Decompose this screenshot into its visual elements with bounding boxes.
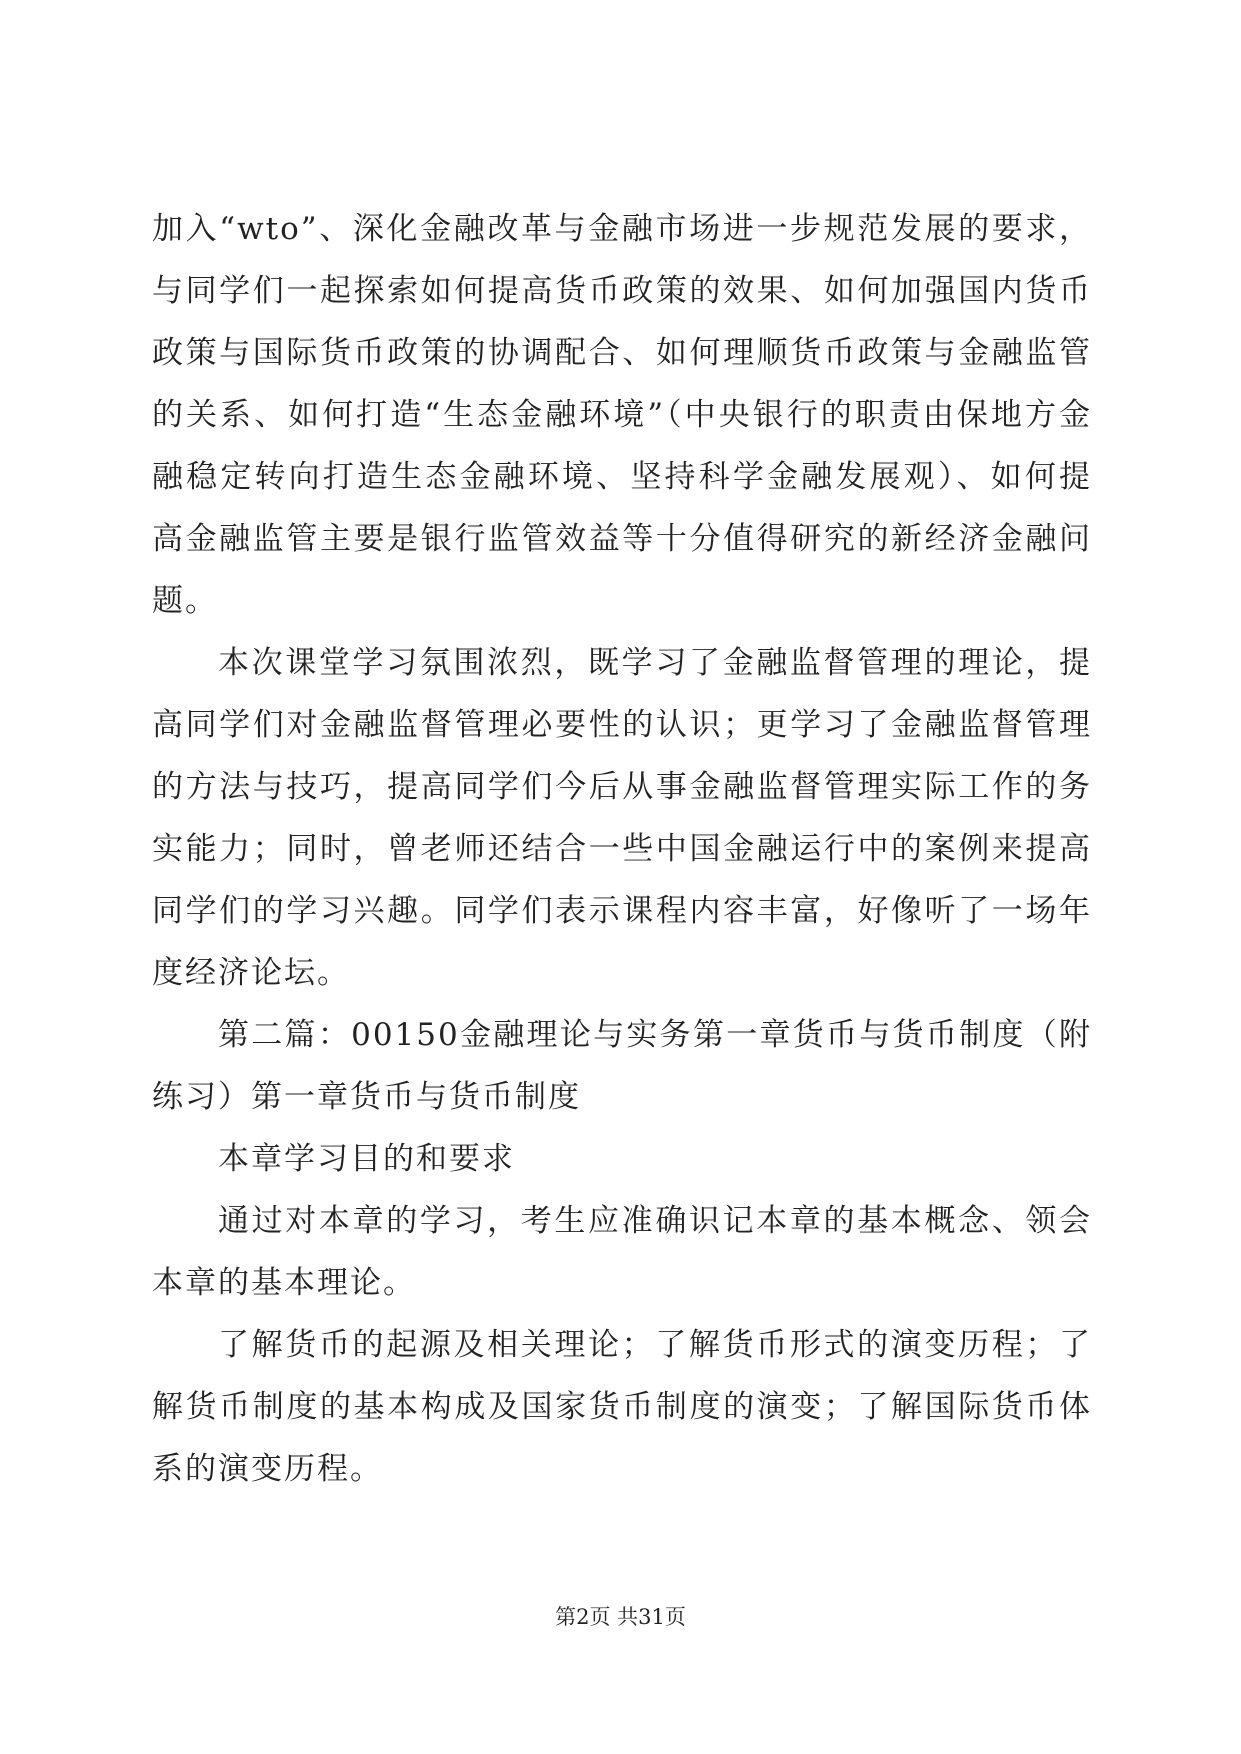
paragraph-requirements: 了解货币的起源及相关理论；了解货币形式的演变历程；了解货币制度的基本构成及国家货币制度的演变；了解国际货币体系的演变历程。 [152, 1327, 1092, 1487]
document-body [152, 198, 1092, 1500]
paragraph-classroom-summary: 本次课堂学习氛围浓烈，既学习了金融监督管理的理论，提高同学们对金融监督管理必要性的认识；更学习了金融监督管理的方法与技巧，提高同学们今后从事金融监督管理实际工作的务实能力；同时，曾老师还结合一些中国金融运行中的案例来提高同学们的学习兴趣。同学们表示课程内容丰富，好像听了一场年度经济论坛。 [152, 645, 1092, 991]
section-heading: 第二篇：00150金融理论与实务第一章货币与货币制度（附练习）第一章货币与货币制度 [152, 1017, 1092, 1115]
page-number: 第2页 共31页 [555, 1605, 686, 1629]
subheading-objectives: 本章学习目的和要求 [218, 1141, 515, 1177]
paragraph-continuation: 加入“wto”、深化金融改革与金融市场进一步规范发展的要求，与同学们一起探索如何提高货币政策的效果、如何加强国内货币政策与国际货币政策的协调配合、如何理顺货币政策与金融监管的关系、如何打造“生态金融环境”（中央银行的职责由保地方金融稳定转向打造生态金融环境、坚持科学金融发展观）、如何提高金融监管主要是银行监管效益等十分值得研究的新经济金融问题。 [152, 211, 1092, 619]
paragraph-objectives: 通过对本章的学习，考生应准确识记本章的基本概念、领会本章的基本理论。 [152, 1203, 1092, 1301]
